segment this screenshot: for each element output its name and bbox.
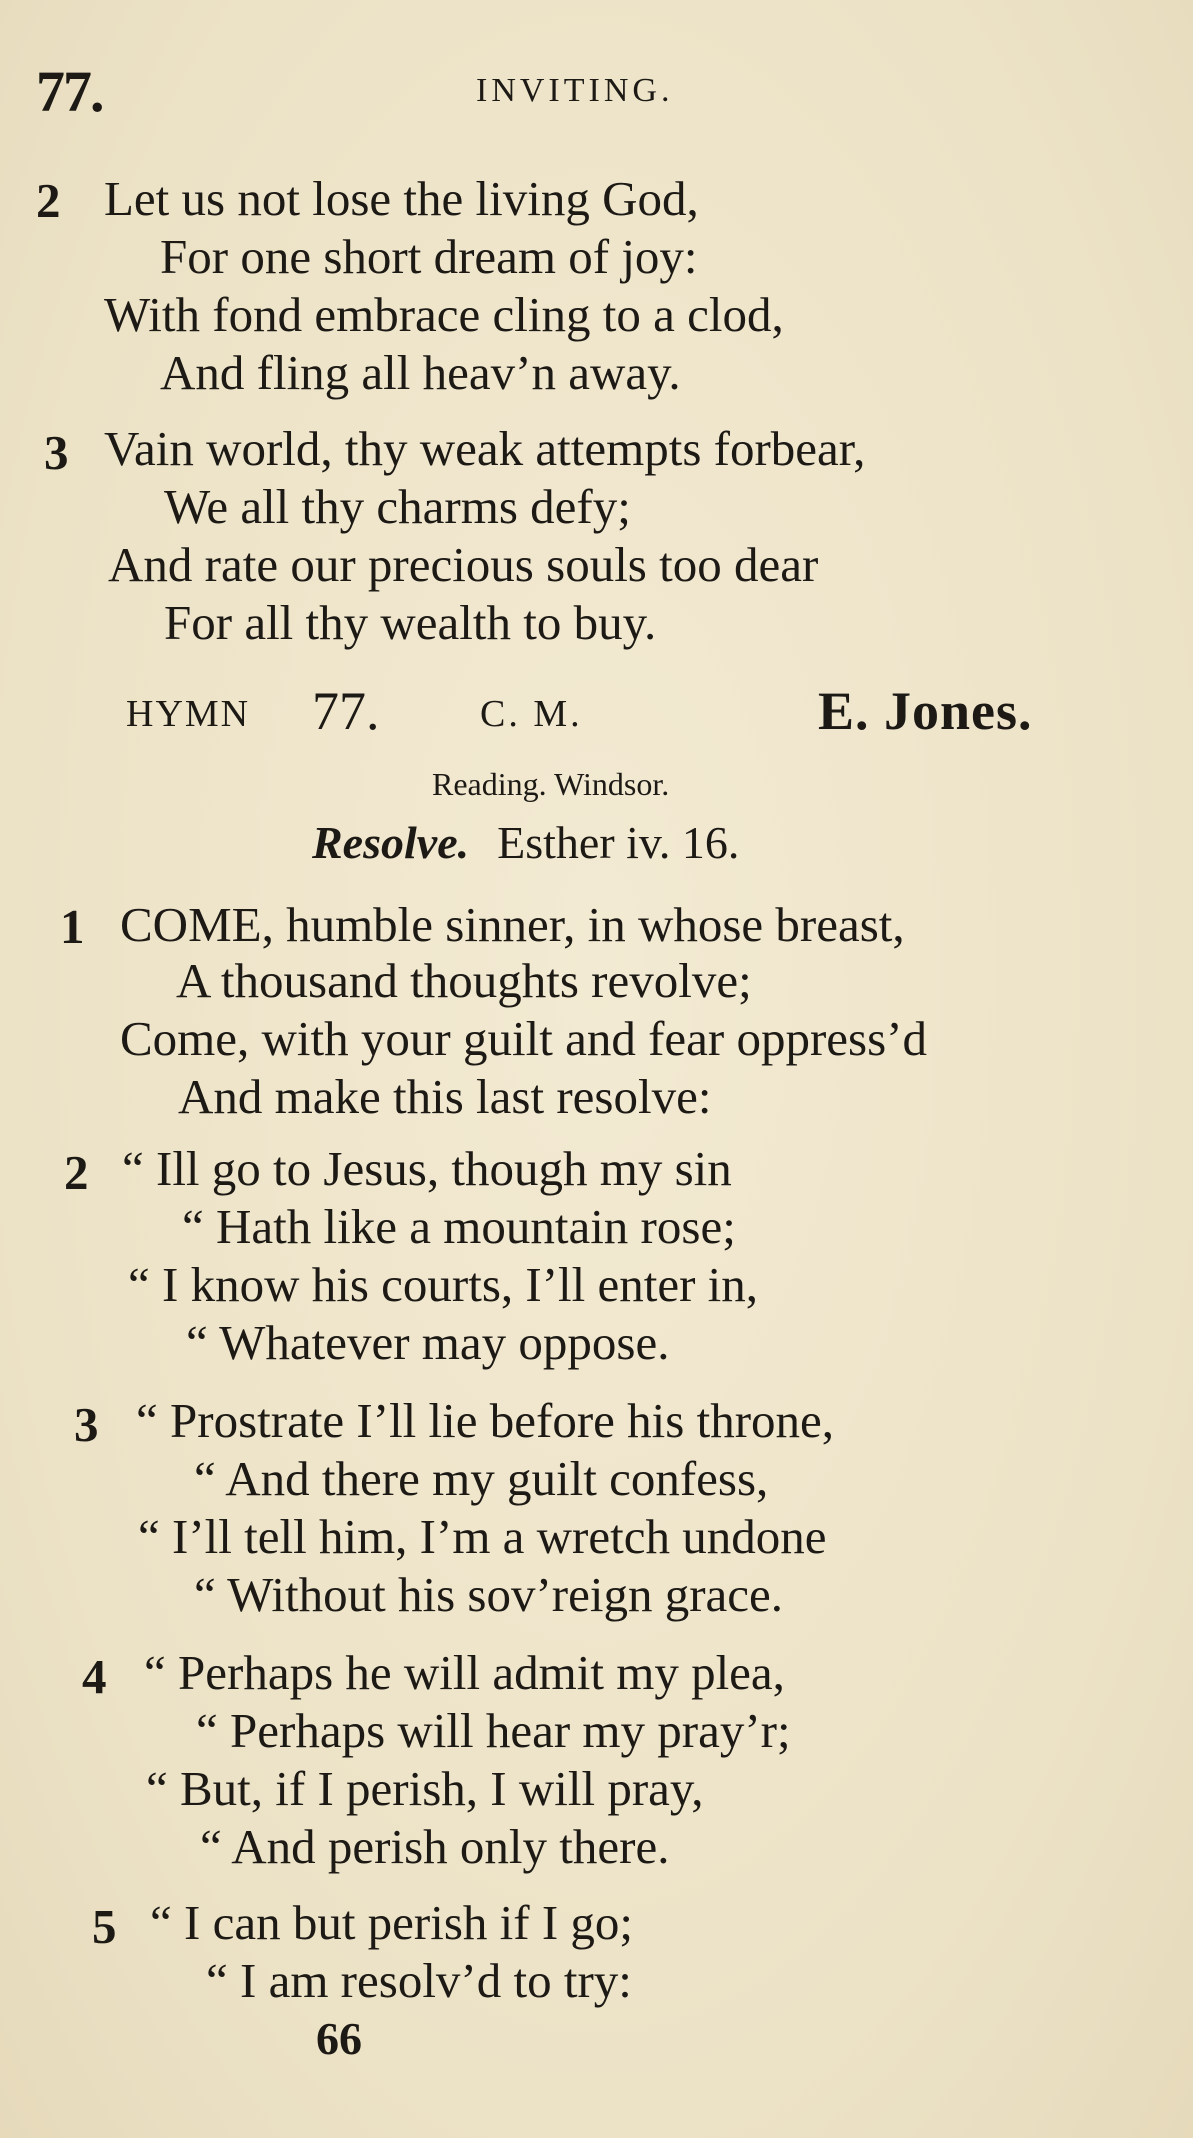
hymn-subject (312, 816, 739, 869)
verse-line: We all thy charms defy; (164, 479, 631, 534)
verse-line: “ I am resolv’d to try: (206, 1953, 632, 2008)
hymn-author: E. Jones. (818, 681, 1033, 741)
running-title: INVITING. (476, 72, 674, 109)
subject-title: Resolve. (312, 817, 470, 868)
verse-line: “ I know his courts, I’ll enter in, (128, 1257, 759, 1312)
verse-line: With fond embrace cling to a clod, (104, 287, 784, 342)
verse-number: 4 (82, 1649, 107, 1704)
verse-line: “ But, if I perish, I will pray, (146, 1761, 704, 1816)
verse-line: A thousand thoughts revolve; (176, 953, 752, 1008)
verse-line: “ Perhaps he will admit my plea, (144, 1645, 785, 1700)
verse-number: 2 (36, 173, 61, 228)
verse-line: “ I’ll tell him, I’m a wretch undone (138, 1509, 827, 1564)
verse-line: And make this last resolve: (178, 1069, 712, 1124)
verse-line: “ Prostrate I’ll lie before his throne, (136, 1393, 835, 1448)
verse-number: 2 (64, 1145, 89, 1200)
page-number: 77. (36, 59, 103, 124)
verse-line: “ Without his sov’reign grace. (194, 1567, 784, 1622)
verse-line: “ Perhaps will hear my pray’r; (196, 1703, 791, 1758)
verse-line: Let us not lose the living God, (104, 171, 699, 226)
verse-line: “ Whatever may oppose. (186, 1315, 670, 1370)
hymn-label: HYMN (126, 693, 251, 735)
verse-line: COME, humble sinner, in whose breast, (120, 897, 905, 952)
hymn-number: 77. (312, 681, 380, 741)
scripture-reference: Esther iv. 16. (497, 817, 740, 868)
verse-line: “ Hath like a mountain rose; (182, 1199, 736, 1254)
verse-number: 1 (60, 899, 85, 954)
verse-line: “ And there my guilt confess, (194, 1451, 769, 1506)
hymn-meter: C. M. (480, 693, 583, 735)
verse-line: For all thy wealth to buy. (164, 595, 657, 650)
verse-line: For one short dream of joy: (160, 229, 698, 284)
verse-number: 3 (74, 1397, 99, 1452)
verse-line: “ I can but perish if I go; (150, 1895, 634, 1950)
verse-line: Vain world, thy weak attempts forbear, (104, 421, 866, 476)
signature-mark: 66 (316, 2013, 362, 2064)
verse-line: And fling all heav’n away. (160, 345, 681, 400)
tune-names: Reading. Windsor. (432, 766, 670, 802)
verse-number: 3 (44, 425, 69, 480)
verse-line: “ And perish only there. (200, 1819, 670, 1874)
verse-line: Come, with your guilt and fear oppress’d (120, 1011, 927, 1066)
verse-line: And rate our precious souls too dear (108, 537, 819, 592)
verse-line: “ Ill go to Jesus, though my sin (122, 1141, 732, 1196)
verse-number: 5 (92, 1899, 117, 1954)
